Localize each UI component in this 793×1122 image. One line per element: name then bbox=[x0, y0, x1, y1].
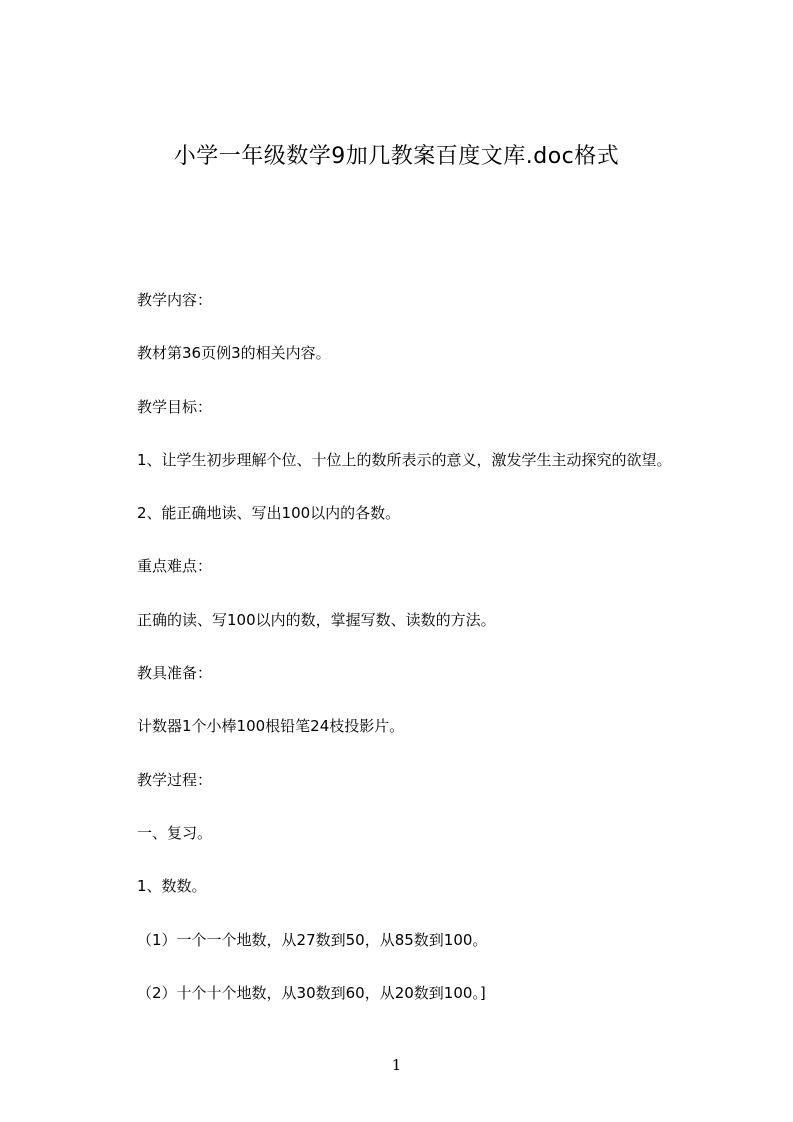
paragraph-counting-1: （1）一个一个地数，从27数到50，从85数到100。 bbox=[137, 930, 488, 949]
paragraph-key-points: 正确的读、写100以内的数，掌握写数、读数的方法。 bbox=[137, 610, 496, 629]
document-title: 小学一年级数学9加几教案百度文库.doc格式 bbox=[173, 144, 620, 169]
document-body bbox=[137, 289, 777, 1035]
paragraph-materials: 计数器1个小棒100根铅笔24枝投影片。 bbox=[137, 717, 405, 736]
section-heading-content: 教学内容： bbox=[137, 291, 213, 309]
page-number: 1 bbox=[391, 1056, 402, 1074]
paragraph-review: 一、复习。 bbox=[137, 823, 213, 842]
paragraph-goal-2: 2、能正确地读、写出100以内的各数。 bbox=[137, 504, 401, 523]
section-heading-key-points: 重点难点： bbox=[137, 557, 213, 576]
paragraph-goal-1: 1、让学生初步理解个位、十位上的数所表示的意义，激发学生主动探究的欲望。 bbox=[137, 450, 672, 469]
paragraph-counting: 1、数数。 bbox=[137, 877, 207, 896]
section-heading-goals: 教学目标： bbox=[137, 397, 213, 416]
paragraph-content: 教材第36页例3的相关内容。 bbox=[137, 344, 331, 363]
section-heading-materials: 教具准备： bbox=[137, 664, 213, 683]
paragraph-counting-2: （2）十个十个地数，从30数到60，从20数到100。] bbox=[137, 983, 486, 1002]
section-heading-process: 教学过程： bbox=[137, 770, 213, 789]
